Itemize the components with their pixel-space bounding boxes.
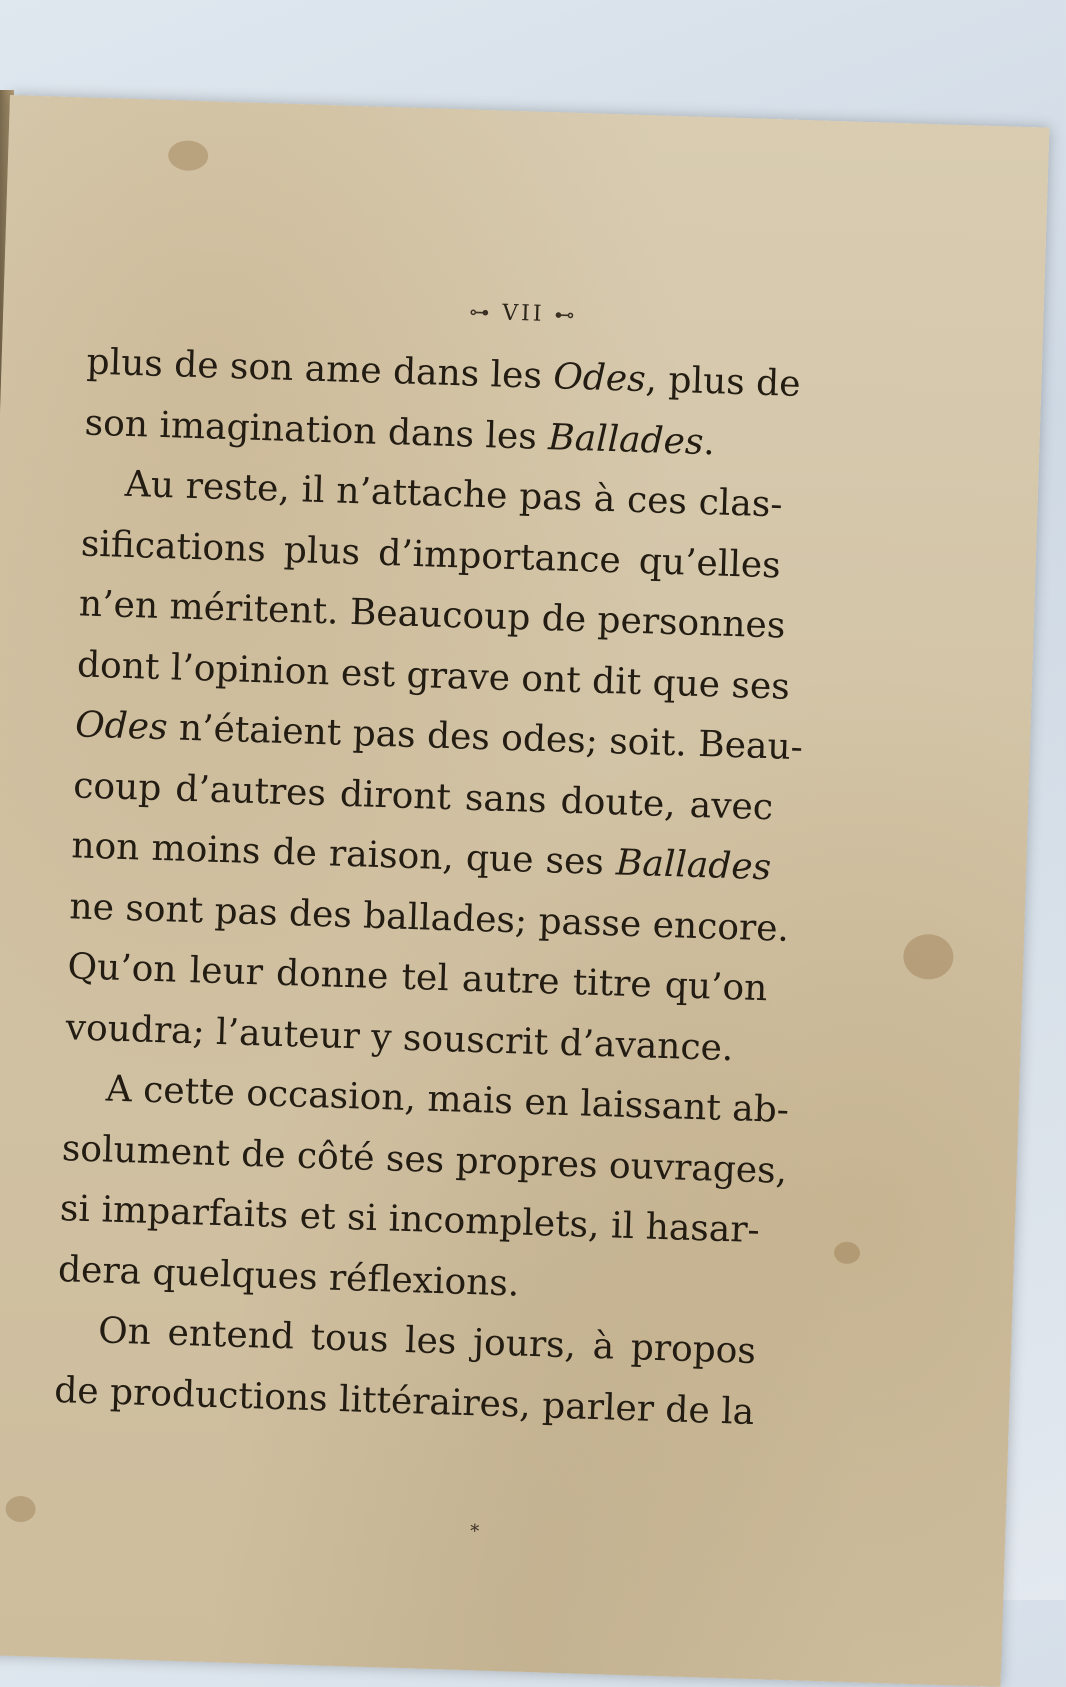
- text-run: solument de côté ses propres ouvrages,: [61, 1127, 788, 1192]
- text-run: On entend tous les jours, à propos: [97, 1310, 757, 1373]
- text-run: voudra; l’auteur y souscrit d’avance.: [65, 1006, 734, 1069]
- italic-title: Odes: [552, 356, 647, 401]
- ornament-left-icon: ⊶: [468, 299, 493, 325]
- text-run: Au reste, il n’attache pas à ces clas-: [124, 463, 784, 526]
- text-run: si imparfaits et si incomplets, il hasar-: [59, 1188, 761, 1252]
- italic-title: Odes: [74, 704, 169, 749]
- text-run: Qu’on leur donne tel autre titre qu’on: [67, 946, 768, 1010]
- page-folio: VII: [501, 300, 545, 327]
- text-run: ne sont pas des ballades; passe encore.: [68, 885, 790, 950]
- foxing-spot: [834, 1241, 861, 1264]
- text-run: n’étaient pas des odes; soit. Beau-: [166, 707, 804, 769]
- italic-title: Ballades: [547, 416, 705, 463]
- text-run: de productions littéraires, parler de la: [53, 1369, 755, 1433]
- text-run: .: [702, 421, 716, 463]
- text-run: dera quelques réflexions.: [57, 1248, 520, 1305]
- text-run: sifications plus d’importance qu’elles: [80, 522, 782, 586]
- text-run: son imagination dans les: [84, 402, 549, 458]
- body-text: [53, 333, 804, 1443]
- foxing-spot: [903, 933, 954, 980]
- text-run: n’en méritent. Beaucoup de personnes: [78, 583, 786, 647]
- text-run: dont l’opinion est grave ont dit que ses: [76, 643, 791, 708]
- text-run: A cette occasion, mais en laissant ab-: [105, 1068, 790, 1131]
- signature-mark: ⁎: [469, 1515, 480, 1537]
- book-page: [0, 95, 1049, 1687]
- text-run: plus de son ame dans les: [86, 341, 555, 398]
- text-run: , plus de: [645, 359, 802, 405]
- text-run: non moins de raison, que ses: [70, 825, 617, 884]
- italic-title: Ballades: [615, 842, 772, 889]
- ornament-right-icon: ⊷: [554, 302, 578, 327]
- foxing-spot: [168, 140, 209, 171]
- text-run: coup d’autres diront sans doute, avec: [72, 764, 774, 828]
- foxing-spot: [5, 1496, 36, 1523]
